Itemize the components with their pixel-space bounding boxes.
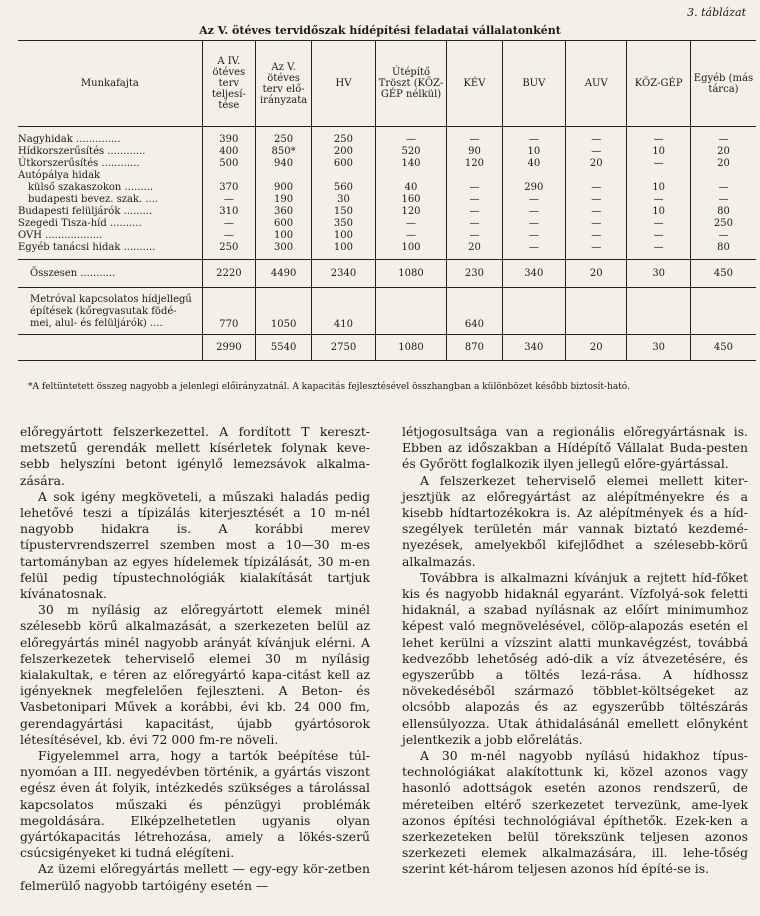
table-cell: — [447, 193, 502, 205]
table-cell: 450 [690, 335, 756, 361]
table-cell: 100 [375, 241, 447, 253]
table-cell: — [627, 157, 690, 169]
table-cell: 40 [375, 181, 447, 193]
table-cell: 20 [690, 145, 756, 157]
table-cell: 340 [502, 335, 565, 361]
table-cell: 900 [255, 181, 311, 193]
table-cell: — [566, 193, 627, 205]
table-cell: 80 [690, 241, 756, 253]
table-cell: — [566, 145, 627, 157]
table-cell: 100 [312, 241, 375, 253]
paragraph: Az üzemi előregyártás mellett — egy-egy kör-zetben felmerülő nagyobb tartóigény esetén — [20, 861, 370, 893]
table-cell: — [566, 217, 627, 229]
table-cell: — [566, 241, 627, 253]
table-row [18, 193, 756, 205]
table-cell: 600 [312, 157, 375, 169]
table-cell: — [627, 193, 690, 205]
table-cell [502, 169, 565, 181]
table-cell: — [447, 181, 502, 193]
table-cell: 20 [566, 157, 627, 169]
total-row [18, 260, 756, 288]
table-cell: 20 [447, 241, 502, 253]
table-cell: 30 [627, 260, 690, 288]
table-cell [566, 169, 627, 181]
table-cell: 410 [312, 288, 375, 335]
row-label: Budapesti felüljárók ......... [18, 205, 153, 217]
table-cell: 20 [566, 260, 627, 288]
table-cell: 100 [312, 229, 375, 241]
table-cell: 390 [202, 133, 255, 145]
paragraph: előregyártott felszerkezettel. A fordított T kereszt-metszetű gerendák mellett kísérletek folynak keve-sebb helyszíni betont igénylő lemezsávok alkalma-zására. [20, 424, 370, 488]
table-cell: 160 [375, 193, 447, 205]
table-cell: 500 [202, 157, 255, 169]
table-cell: — [690, 229, 756, 241]
paragraph: 30 m nyílásig az előregyártott elemek minél szélesebb körű alkalmazását, a szerkezeten belül az előregyártás minél nagyobb arányát kívánjuk elérni. A felszerkezetek teherviselő elemei 30 m nyílásig kialakultak, e téren az előregyártó kapa-citást kell az igényeknek megfelelően fejleszteni. A Beton- és Vasbetonipari Művek a korábbi, évi kb. 24 000 fm, gerendagyártási kapacitást, újabb gyártósorok létesítésével, kb. évi 72 000 fm-re növeli. [20, 602, 370, 747]
table-cell: 30 [627, 335, 690, 361]
table-cell [447, 169, 502, 181]
header-cell: HV [312, 41, 375, 127]
table-cell: 640 [447, 288, 502, 335]
header-cell: KÉV [447, 41, 502, 127]
table-cell: — [566, 181, 627, 193]
total-label: Összesen ........... [18, 260, 202, 288]
paragraph: A felszerkezet teherviselő elemei mellett kiter-jesztjük az előregyártást az alépítményekre és a kisebb hídtartozékokra is. Az alépítmények és a híd-szegélyek területén már vannak biztató kezdemé-nyezések, amelyekből kifejlődhet a szélesebb-körű alkalmazás. [402, 472, 748, 569]
table-cell: 1080 [375, 260, 447, 288]
table-cell: — [447, 133, 502, 145]
table-cell: 2220 [202, 260, 255, 288]
table-cell: 250 [255, 133, 311, 145]
table-cell: 450 [690, 260, 756, 288]
table-cell: 190 [255, 193, 311, 205]
table-cell: 10 [627, 181, 690, 193]
table-row [18, 205, 756, 217]
table-cell: — [690, 133, 756, 145]
table-cell: — [502, 217, 565, 229]
table-row [18, 181, 756, 193]
paragraph: Figyelemmel arra, hogy a tartók beépítése túl-nyomóan a III. negyedévben történik, a gyártás viszont egész éven át folyik, intézkedés szükséges a tárolással kapcsolatos műszaki és pénzügyi problémák megoldására. Elképzelhetetlen ugyanis olyan gyártókapacitás létrehozása, amely a lökés-szerű csúcsigényeket ki tudná elégíteni. [20, 748, 370, 861]
row-label: külső szakaszokon ......... [28, 181, 154, 193]
table-cell: — [375, 229, 447, 241]
table-cell: 870 [447, 335, 502, 361]
table-cell: 100 [255, 229, 311, 241]
row-label: Egyéb tanácsi hidak .......... [18, 241, 156, 253]
row-label: Szegedi Tisza-híd .......... [18, 217, 142, 229]
table-cell: 250 [202, 241, 255, 253]
table-row [18, 229, 756, 241]
table-cell: — [566, 133, 627, 145]
table-cell: 400 [202, 145, 255, 157]
paragraph: A sok igény megköveteli, a műszaki haladás pedig lehetővé teszi a típizálás kiterjesztését a 10 m-nél nagyobb hidakra is. A korábbi merev típustervrendszerrel szemben most a 10—30 m-es tartományban az egyes hídelemek típizálását, 30 m-en felül pedig típustechnológiák kialakítását tartjuk kívánatosnak. [20, 488, 370, 602]
table-cell [312, 169, 375, 181]
table-cell: — [502, 241, 565, 253]
capacity-table [18, 40, 756, 361]
table-cell: 520 [375, 145, 447, 157]
header-cell: Munkafajta [18, 41, 202, 127]
table-number: 3. táblázat [687, 6, 746, 19]
header-cell: Az V. ötéves terv elő-irányzata [255, 41, 311, 127]
table-cell: 80 [690, 205, 756, 217]
table-cell: — [566, 229, 627, 241]
metro-row [18, 288, 756, 335]
header-cell: A IV. ötéves terv teljesí-tése [202, 41, 255, 127]
row-label: Hídkorszerűsítés ............ [18, 145, 146, 157]
table-cell [255, 169, 311, 181]
row-label: Útkorszerűsítés ............ [18, 157, 140, 169]
row-label: OVH .................. [18, 229, 103, 241]
table-cell [690, 288, 756, 335]
table-cell [375, 288, 447, 335]
table-cell: — [627, 241, 690, 253]
paragraph: A 30 m-nél nagyobb nyílású hidakhoz típus-technológiákat alakítottunk ki, közel azonos vagy hasonló adottságok esetén azonos rendszerű, de méreteiben eltérő szerkezetet tervezünk, ame-lyek azonos építési technológiával építhetők. Ezek-ken a szerkezeteken belül törekszünk teljesen azonos szerkezeti elemek alkalmazására, ill. lehe-tőség szerint két-három teljesen azonos híd építé-se is. [402, 748, 748, 877]
table-cell: 300 [255, 241, 311, 253]
table-cell [627, 288, 690, 335]
table-cell: — [375, 133, 447, 145]
table-cell: — [502, 205, 565, 217]
table-cell: — [690, 193, 756, 205]
row-label: Autópálya hidak [18, 169, 101, 181]
table-cell: — [375, 217, 447, 229]
row-label: budapesti bevez. szak. .... [28, 193, 159, 205]
table-cell: 2340 [312, 260, 375, 288]
table-cell: 200 [312, 145, 375, 157]
table-cell: 4490 [255, 260, 311, 288]
table-cell: 290 [502, 181, 565, 193]
table-cell: — [502, 229, 565, 241]
table-cell: 140 [375, 157, 447, 169]
table-cell: — [202, 193, 255, 205]
table-cell: 340 [502, 260, 565, 288]
table-row [18, 133, 756, 145]
table-cell: — [627, 133, 690, 145]
table-cell: 10 [627, 205, 690, 217]
table-cell: 1050 [255, 288, 311, 335]
table-cell: 250 [312, 133, 375, 145]
table-cell: 370 [202, 181, 255, 193]
table-cell: 940 [255, 157, 311, 169]
table-cell: 560 [312, 181, 375, 193]
table-cell [566, 288, 627, 335]
table-cell: — [447, 217, 502, 229]
table-cell: 360 [255, 205, 311, 217]
table-cell: — [627, 217, 690, 229]
table-cell: — [690, 181, 756, 193]
header-cell: Útépítő Tröszt (KÖZ-GÉP nélkül) [375, 41, 447, 127]
right-text-column [402, 424, 748, 878]
table-cell: 770 [202, 288, 255, 335]
header-row [18, 41, 756, 127]
left-text-column [20, 424, 370, 894]
paragraph: létjogosultsága van a regionális előregyártásnak is. Ebben az időszakban a Hídépítő Vállalat Buda-pesten és Győrött foglalkozik ilyen jellegű előre-gyártással. [402, 424, 748, 472]
table-cell: 310 [202, 205, 255, 217]
table-row [18, 217, 756, 229]
table-cell: 600 [255, 217, 311, 229]
table-cell: 2990 [202, 335, 255, 361]
header-cell: Egyéb (más tárca) [690, 41, 756, 127]
table-cell [375, 169, 447, 181]
header-cell: KÖZ-GÉP [627, 41, 690, 127]
header-cell: BUV [502, 41, 565, 127]
table-cell: 250 [690, 217, 756, 229]
table-cell: 20 [566, 335, 627, 361]
table-cell: 120 [375, 205, 447, 217]
table-cell: 20 [690, 157, 756, 169]
table-title: Az V. ötéves tervidőszak hídépítési feladatai vállalatonként [199, 24, 561, 37]
table-cell: — [627, 229, 690, 241]
table-cell [202, 169, 255, 181]
table-row [18, 157, 756, 169]
table-cell: 90 [447, 145, 502, 157]
table-cell: 150 [312, 205, 375, 217]
table-cell: — [447, 205, 502, 217]
grand-total-row [18, 335, 756, 361]
table-row [18, 169, 756, 181]
paragraph: Továbbra is alkalmazni kívánjuk a rejtett híd-főket kis és nagyobb hidaknál egyaránt. Vízfolyá-sok feletti hidaknál, a szabad nyílásnak az előírt minimumhoz képest való megnövelésével, cölöp-alapozás esetén el lehet kerülni a vízszint alatti munkavégzést, továbbá kedvezőbb lehetőség adó-dik a víz átvezetésére, és egyszerűbb a töltés lezá-rása. A hídhossz növekedéséből származó többlet-költségeket az olcsóbb alapozás és az egyszerűbb töltészárás ellensúlyozza. Utak áthidalásánál emellett előnyként jelentkezik a jobb előrelátás. [402, 569, 748, 747]
table-cell [18, 335, 202, 361]
header-cell: AUV [566, 41, 627, 127]
table-cell: — [447, 229, 502, 241]
table-cell: — [566, 205, 627, 217]
table-cell: 40 [502, 157, 565, 169]
table-cell [627, 169, 690, 181]
table-cell: 1080 [375, 335, 447, 361]
table-cell: 10 [627, 145, 690, 157]
table-cell: 10 [502, 145, 565, 157]
table-cell: 350 [312, 217, 375, 229]
table-cell: 30 [312, 193, 375, 205]
table-cell: 850* [255, 145, 311, 157]
table-cell: 230 [447, 260, 502, 288]
table-cell: — [202, 217, 255, 229]
row-label: Nagyhidak .............. [18, 133, 121, 145]
table-cell: — [202, 229, 255, 241]
table-footnote: *A feltüntetett összeg nagyobb a jelenlegi előirányzatnál. A kapacitás fejlesztésével összhangban a különbözet később biztosít-ható. [28, 382, 630, 392]
table-cell: 2750 [312, 335, 375, 361]
table-cell: — [502, 193, 565, 205]
table-cell: — [502, 133, 565, 145]
table-cell [690, 169, 756, 181]
table-cell: 5540 [255, 335, 311, 361]
table-cell [502, 288, 565, 335]
table-cell: 120 [447, 157, 502, 169]
metro-label: Metróval kapcsolatos hídjellegű építések (kőregvasutak födé- mei, alul- és felüljárók) .... [18, 288, 202, 335]
table-row [18, 241, 756, 253]
table-row [18, 145, 756, 157]
